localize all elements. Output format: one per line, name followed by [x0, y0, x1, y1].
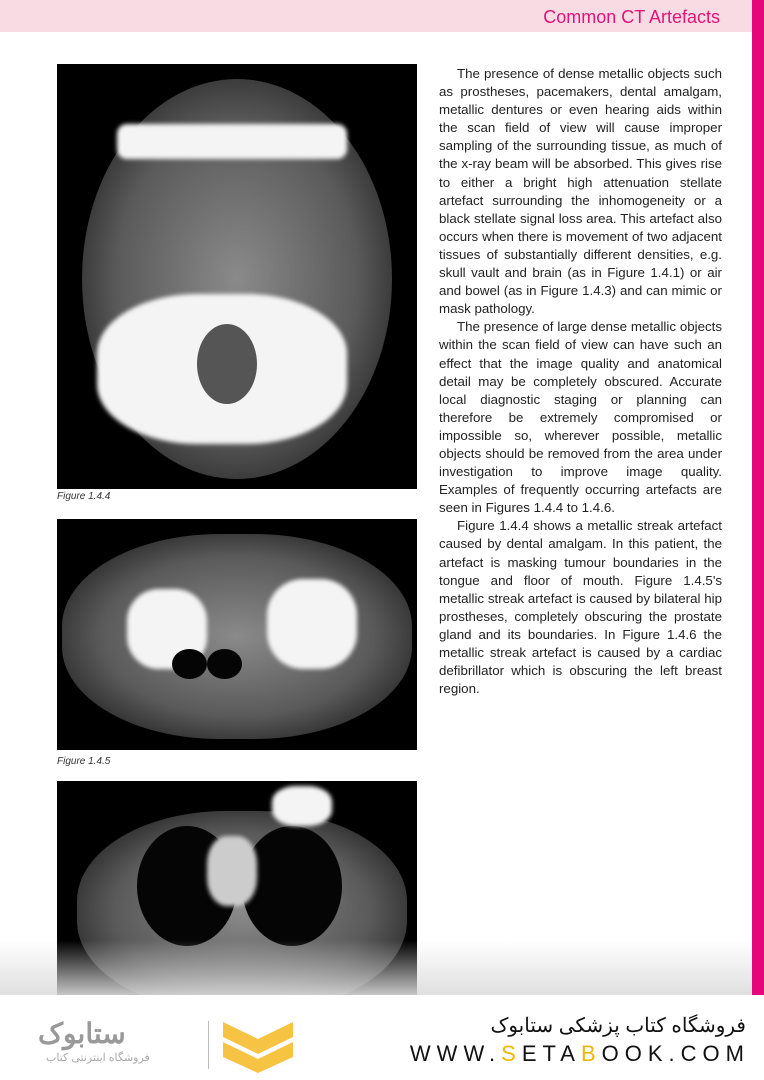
- running-header: [0, 0, 752, 32]
- figure-1-4-5-image: [57, 519, 417, 750]
- footer-fade: [0, 940, 752, 995]
- footer-banner: [0, 995, 764, 1080]
- paragraph: Figure 1.4.4 shows a metallic streak artefact caused by dental amalgam. In this patient, the artefact is masking tumour boundaries in the tongue and floor of mouth. Figure 1.4.5's metallic streak artefact is caused by bilateral hip prostheses, completely obscuring the prostate gland and its boundaries. In Figure 1.4.6 the metallic streak artefact is caused by a cardiac defibrillator which is obscuring the left breast region.: [439, 518, 722, 697]
- store-url[interactable]: WWW.SETABOOK.COM: [409, 1041, 750, 1066]
- figure-1-4-4-image: [57, 64, 417, 489]
- chevron-logo-icon: [218, 1017, 298, 1073]
- store-name: فروشگاه کتاب پزشکی ستابوک: [490, 1015, 746, 1037]
- header-title: Common CT Artefacts: [543, 7, 720, 27]
- setabook-logo: ستابوک فروشگاه اینترنتی کتاب: [38, 1017, 298, 1073]
- figure-caption: Figure 1.4.5: [57, 756, 111, 767]
- paragraph: The presence of large dense metallic objects within the scan field of view can have such an effect that the image quality and anatomical detail may be completely obscured. Accurate local diagnostic staging or planning can therefore be extremely compromised or impossible so, wherever possible, metallic objects should be removed from the area under investigation to improve image quality. Examples of frequently occurring artefacts are seen in Figures 1.4.4 to 1.4.6.: [439, 319, 722, 516]
- body-text: [439, 65, 722, 698]
- paragraph: The presence of dense metallic objects such as prostheses, pacemakers, dental amalgam, metallic dentures or even hearing aids within the scan field of view will cause improper sampling of the surrounding tissue, as much of the x-ray beam will be absorbed. This gives rise to either a bright high attenuation stellate artefact surrounding the inhomogeneity or a black stellate signal loss area. This artefact also occurs when there is movement of two adjacent tissues of substantially different densities, e.g. skull vault and brain (as in Figure 1.4.1) or air and bowel (as in Figure 1.4.3) and can mimic or mask pathology.: [439, 66, 722, 317]
- chapter-tab-bar: [752, 0, 764, 995]
- figure-caption: Figure 1.4.4: [57, 491, 111, 502]
